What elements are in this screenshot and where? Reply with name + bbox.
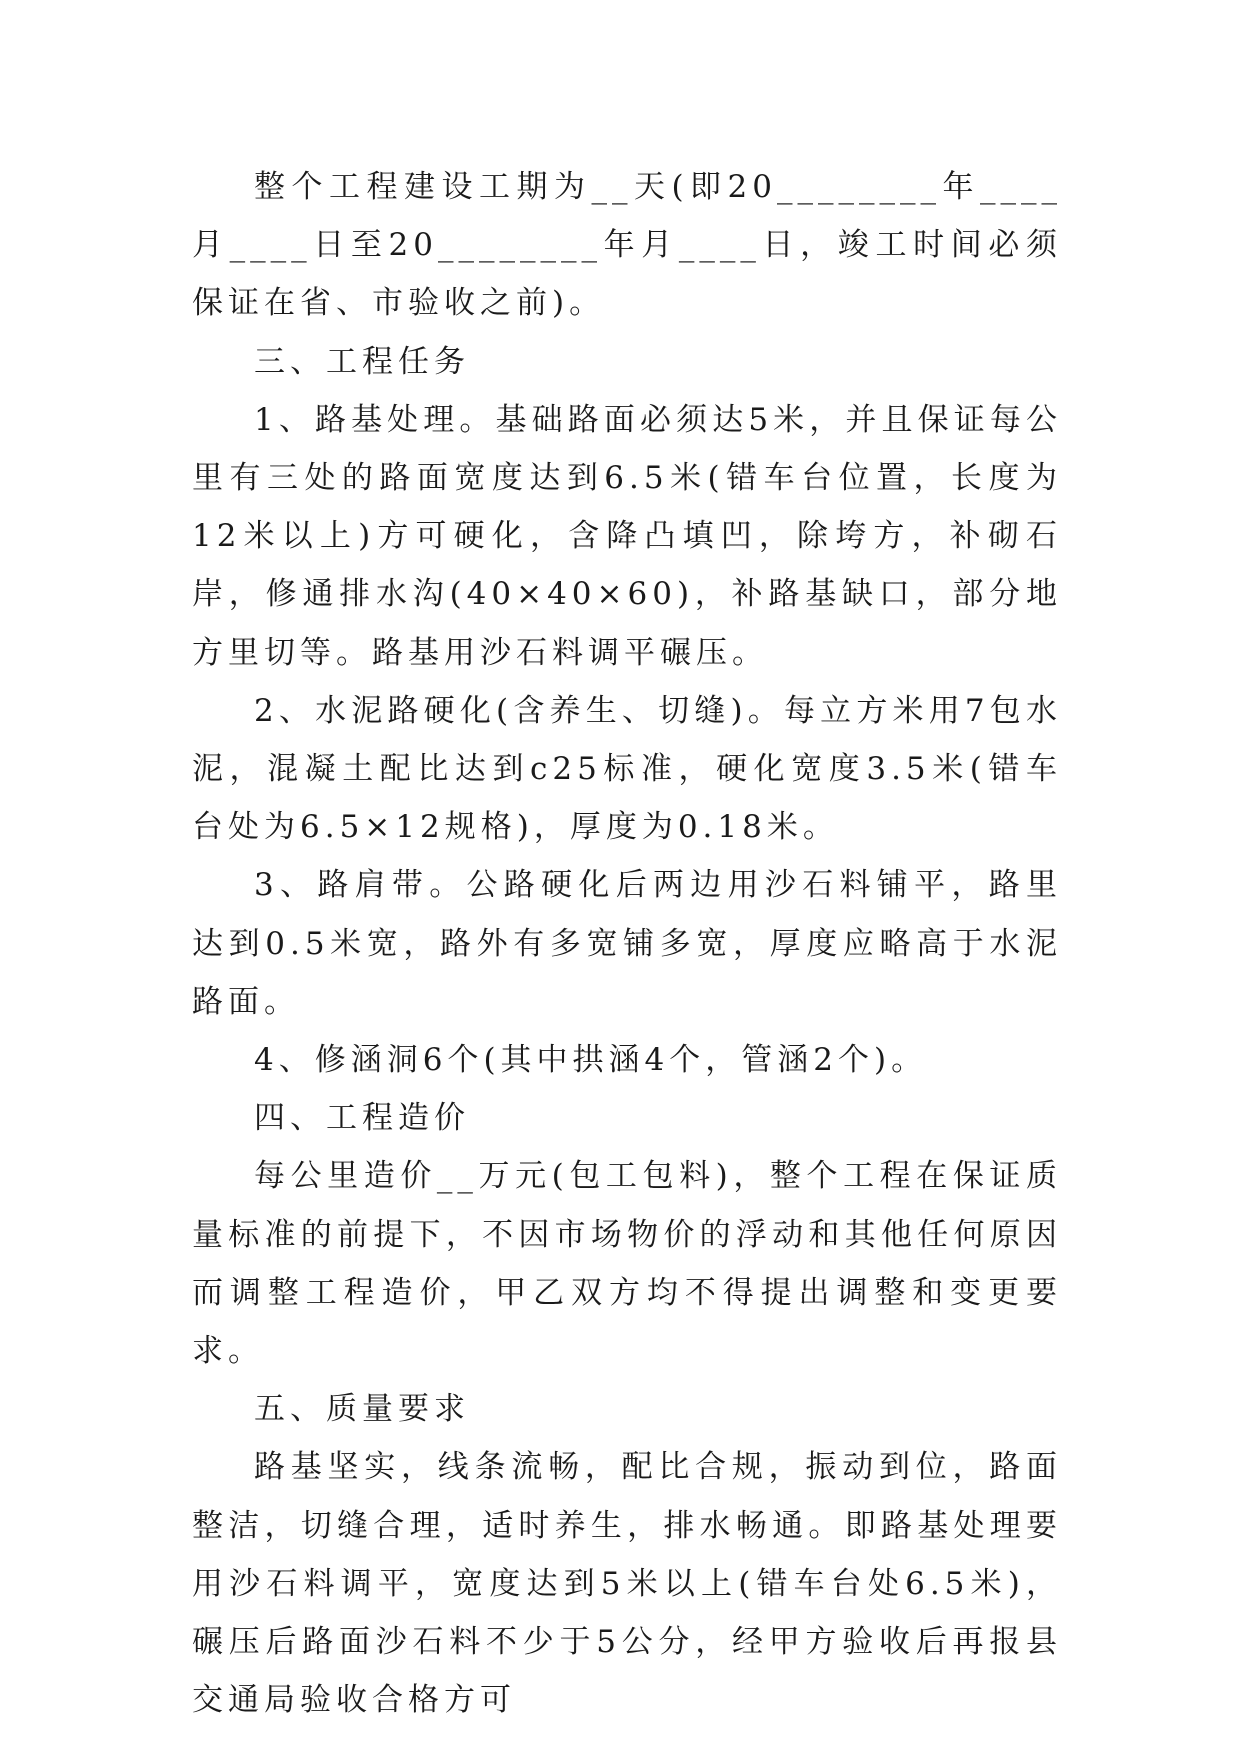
paragraph-road-shoulder: 3、路肩带。公路硬化后两边用沙石料铺平，路里达到0.5米宽，路外有多宽铺多宽，厚度应略高于水泥路面。	[192, 867, 1062, 1020]
paragraph-quality-details: 路基坚实，线条流畅，配比合规，振动到位，路面整洁，切缝合理，适时养生，排水畅通。即路基处理要用沙石料调平，宽度达到5米以上(错车台处6.5米)，碾压后路面沙石料不少于5公分，经甲方验收后再报县交通局验收合格方可	[192, 1449, 1062, 1719]
document-body	[192, 158, 1062, 1729]
heading-quality-requirements: 五、质量要求	[254, 1391, 470, 1428]
paragraph-cement-hardening: 2、水泥路硬化(含养生、切缝)。每立方米用7包水泥，混凝土配比达到c25标准，硬化宽度3.5米(错车台处为6.5×12规格)，厚度为0.18米。	[192, 692, 1062, 846]
heading-project-cost: 四、工程造价	[254, 1100, 470, 1137]
paragraph-culverts: 4、修涵洞6个(其中拱涵4个，管涵2个)。	[254, 1042, 928, 1079]
paragraph-construction-period: 整个工程建设工期为__天(即20________年____月____日至20________年月____日，竣工时间必须保证在省、市验收之前)。	[192, 169, 1062, 322]
heading-project-tasks: 三、工程任务	[254, 343, 470, 380]
paragraph-cost-per-km: 每公里造价__万元(包工包料)，整个工程在保证质量标准的前提下，不因市场物价的浮动和其他任何原因而调整工程造价，甲乙双方均不得提出调整和变更要求。	[192, 1158, 1062, 1370]
paragraph-roadbed-treatment: 1、路基处理。基础路面必须达5米，并且保证每公里有三处的路面宽度达到6.5米(错车台位置，长度为12米以上)方可硬化，含降凸填凹，除垮方，补砌石岸，修通排水沟(40×40×60)，补路基缺口，部分地方里切等。路基用沙石料调平碾压。	[192, 401, 1062, 671]
